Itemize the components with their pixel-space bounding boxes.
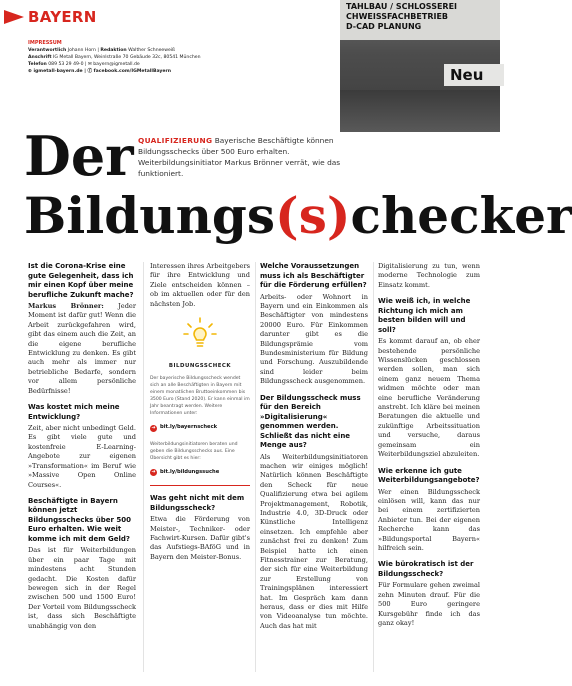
column-3 [260,262,368,638]
answer: Digitalisierung zu tun, wenn moderne Technologie zum Einsatz kommt. [378,262,480,289]
lightbulb-icon [183,316,217,350]
lede [138,135,353,179]
brand [4,8,97,26]
imprint-line-2: Anschrift IG Metall Bayern, Weinlstraße 70 Gebäude 32c, 80541 München [28,55,201,60]
box-text: Weiterbildungsinitiatoren beraten und geben die Bildungsschecks aus. Eine Übersicht gibt es hier: [150,441,238,461]
question: Was kostet mich meine Entwicklung? [28,403,120,421]
imprint-line-1: Verantwortlich Johann Horn | Redaktion Walther Schneeweiß [28,48,176,53]
triangle-logo-icon [4,10,24,24]
photo-sign-line: TAHLBAU / SCHLOSSEREI [346,2,458,11]
bayernscheck-link[interactable] [150,423,250,432]
photo-sign-line: D-CAD PLANUNG [346,22,422,31]
lede-text: Bayerische Beschäftigte können Bildungsschecks über 500 Euro erhalten. Weiterbildungsinitiator Markus Brönner verrät, wie das funktioniert. [138,136,341,178]
answer: Arbeits- oder Wohnort in Bayern und ein Einkommen als Beschäftigter von mindestens 20000 Euro. Für Einkommen darunter gibt es die Bildungsprämie vom Bundesministerium für Bildung und Forschung. Auszubildende sind leider beim Bildungsscheck ausgenommen. [260,292,368,386]
column-1 [28,262,136,638]
question: Beschäftigte in Bayern können jetzt Bildungsschecks über 500 Euro erhalten. Wie weit komme ich mit dem Geld? [28,496,131,543]
photo-sign [340,0,500,40]
column-divider [255,262,256,672]
box-text: Der bayerische Bildungsscheck wendet sich an alle Beschäftigten in Bayern mit einem monatlichen Bruttoeinkommen bis 3500 Euro (Stand 2020). Er kann einmal im Jahr beantragt werden. Weitere Informationen unter: [150,376,250,417]
arrow-link-icon: ➜ [151,424,156,431]
photo-shadow [340,90,500,132]
lede-kicker: QUALIFIZIERUNG [138,136,213,145]
bildungssuche-link[interactable] [150,468,250,477]
column-4 [378,262,480,635]
box-rule [150,485,250,486]
photo-sign-line: CHWEISSFACHBETRIEB [346,12,449,21]
column-divider [373,262,374,672]
box-title: BILDUNGSSCHECK [168,363,232,370]
headline-paren: (s) [275,186,351,245]
headline-line-1: Der [24,124,134,188]
photo-sign-neu: Neu [444,64,504,86]
answer: Es kommt darauf an, ob eher bestehende persönliche Wissenslücken geschlossen werden sollen, man sich einem ganz neuem Thema widmen möchte oder man eine berufliche Veränderung anstrebt. Ich kläre bei meinen Beratungen die aktuelle und zukünftige Arbeitssituation und versuche, daraus gemeinsam ein Weiterbildungsziel abzuleiten. [378,337,480,459]
question: Ist die Corona-Krise eine gute Gelegenheit, dass ich mir einen Kopf über meine berufliche Zukunft mache? [28,262,134,299]
answer: Markus Brönner: Jeder Moment ist dafür gut! Wenn die Arbeit zurückgefahren wird, gibt das einem auch die Zeit, an die eigene berufliche Entwicklung zu denken. Es gibt auch mehr als immer nur betriebliche Bedarfe, sondern vor allem persönliche Bedürfnisse! [28,302,136,395]
answer: Zeit, aber nicht unbedingt Geld. Es gibt viele gute und kostenfreie E-Learning-Angebote zur eigenen »Transformation« im Beruf wie »Massive Open Online Courses«. [28,424,136,489]
answer: Etwa die Förderung von Meister-, Techniker- oder Fachwirt-Kursen. Dafür gibt's das Aufstiegs-BAföG und in Bayern den Meister-Bonus. [150,515,250,561]
headline-line-2: Bildungs(s)checker [24,186,572,245]
imprint-line-3: Telefon 089 53 29 49-0 | ✉ bayern@igmetall.de [28,62,140,67]
imprint-line-4: ⊕ igmetall-bayern.de | ⓕ facebook.com/IGMetallBayern [28,69,172,74]
answer: Als Weiterbildungsinitiatoren machen wir einiges möglich! Natürlich können Beschäftigte den Scheck für neue Qualifizierung etwa bei agilem Projektmanagement, Robotik, Industrie 4.0, 3D-Druck oder Künstliche Intelligenz einsetzen. Ich empfehle aber zunächst frei zu denken! Zum Beispiel hatte ich einen Fitnesstrainer zur Beratung, der sich für eine Weiterbildung zur Erstellung von Trainingsplänen interessiert hat. Im Gespräch kam dann heraus, dass er dies mit Hilfe von Videoanalyse tun möchte. Auch das hat mit [260,452,368,630]
question: Der Bildungsscheck muss für den Bereich »Digitalisierung« genommen werden. Schließt das nicht eine Menge aus? [260,393,361,450]
header-photo [340,0,500,132]
info-box [150,316,250,486]
question: Welche Voraussetzungen muss ich als Beschäftigter für die Förderung erfüllen? [260,262,367,289]
answer: Wer einen Bildungsscheck einlösen will, kann das nur bei einem zertifizierten Anbieter tun. Bei der eigenen Recherche kann das »Bildungsportal Bayern« hilfreich sein. [378,487,480,552]
arrow-link-icon: ➜ [151,469,156,476]
column-divider [143,262,144,672]
link-label: bit.ly/bayernscheck [160,424,218,431]
question: Wie erkenne ich gute Weiterbildungsangebote? [378,466,480,484]
answer: Das ist für Weiterbildungen über ein paar Tage mit mindestens acht Stunden gedacht. Die Kosten dafür bewegen sich in der Regel zwischen 500 und 1500 Euro! Der Vorteil vom Bildungsscheck ist, dass sich Beschäftigte unabhängig von den [28,546,136,630]
brand-title: BAYERN [28,8,97,26]
answer: Für Formulare gehen zweimal zehn Minuten drauf. Für die 500 Euro geringere Kursgebühr finde ich das ganz okay! [378,581,480,627]
question: Was geht nicht mit dem Bildungsscheck? [150,494,245,512]
question: Wie bürokratisch ist der Bildungsscheck? [378,560,474,578]
column-2 [150,262,250,569]
imprint-heading: IMPRESSUM [28,40,62,46]
article-header [0,0,500,130]
imprint [28,40,263,75]
answer: Interessen ihres Arbeitgebers für ihre Entwicklung und Ziele entscheiden können – ob im aktuellen oder für den nächsten Job. [150,262,250,308]
link-label: bit.ly/bildungssuche [160,468,220,475]
question: Wie weiß ich, in welche Richtung ich mich am besten bilden will und soll? [378,297,471,334]
